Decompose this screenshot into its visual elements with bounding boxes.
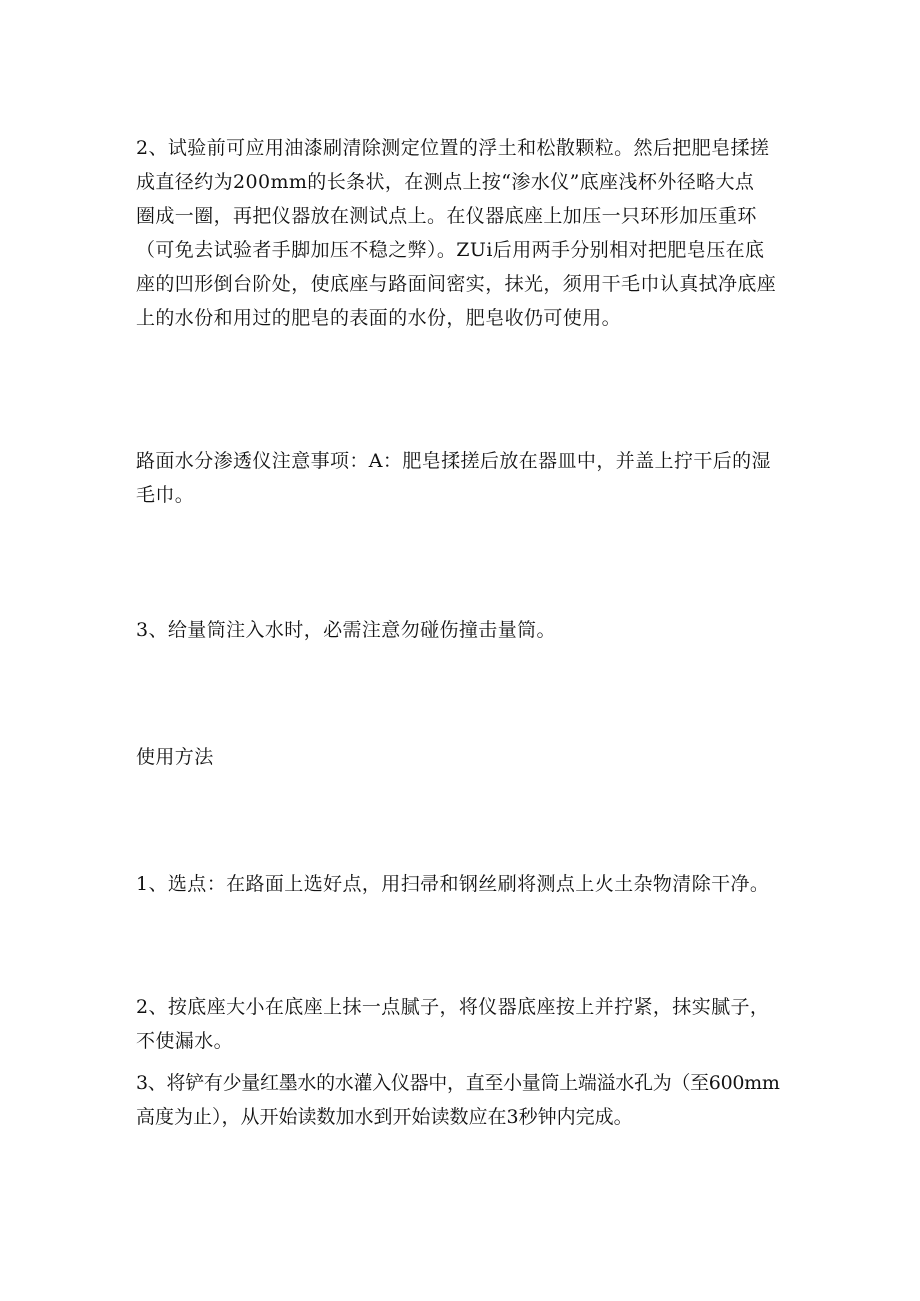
paragraph-line: 成直径约为200mm的长条状，在测点上按“渗水仪”底座浅杯外径略大点 — [136, 171, 755, 193]
paragraph-step-2 — [136, 990, 790, 1058]
paragraph-line: 毛巾。 — [136, 484, 195, 506]
paragraph-line: 3、给量筒注入水时，必需注意勿碰伤撞击量筒。 — [136, 619, 556, 641]
paragraph-line: 不使漏水。 — [136, 1030, 234, 1052]
paragraph-line: 2、按底座大小在底座上抹一点腻子，将仪器底座按上并拧紧，抹实腻子， — [136, 996, 770, 1018]
paragraph-step-3 — [136, 1066, 790, 1134]
heading-text: 使用方法 — [136, 746, 214, 768]
paragraph-line: （可免去试验者手脚加压不稳之弊）。ZUi后用两手分别相对把肥皂压在底 — [136, 239, 765, 261]
paragraph-line: 3、将铲有少量红墨水的水灌入仪器中，直至小量筒上端溢水孔为（至600mm — [136, 1072, 780, 1094]
paragraph-line: 圈成一圈，再把仪器放在测试点上。在仪器底座上加压一只环形加压重环 — [136, 205, 757, 227]
paragraph-line: 高度为止），从开始读数加水到开始读数应在3秒钟内完成。 — [136, 1106, 633, 1128]
paragraph-precautions — [136, 444, 790, 512]
paragraph-line: 1、选点：在路面上选好点，用扫帚和钢丝刷将测点上火土杂物清除干净。 — [136, 873, 770, 895]
paragraph-line: 路面水分渗透仪注意事项：A：肥皂揉搓后放在器皿中，并盖上拧干后的湿 — [136, 450, 771, 472]
paragraph-preparation — [136, 131, 790, 335]
paragraph-cylinder-note — [136, 613, 790, 647]
paragraph-line: 2、试验前可应用油漆刷清除测定位置的浮土和松散颗粒。然后把肥皂揉搓 — [136, 137, 770, 159]
paragraph-step-1 — [136, 867, 790, 901]
section-heading-usage — [136, 740, 790, 774]
paragraph-line: 座的凹形倒台阶处，使底座与路面间密实，抹光，须用干毛巾认真拭净底座 — [136, 273, 777, 295]
paragraph-line: 上的水份和用过的肥皂的表面的水份，肥皂收仍可使用。 — [136, 307, 622, 329]
